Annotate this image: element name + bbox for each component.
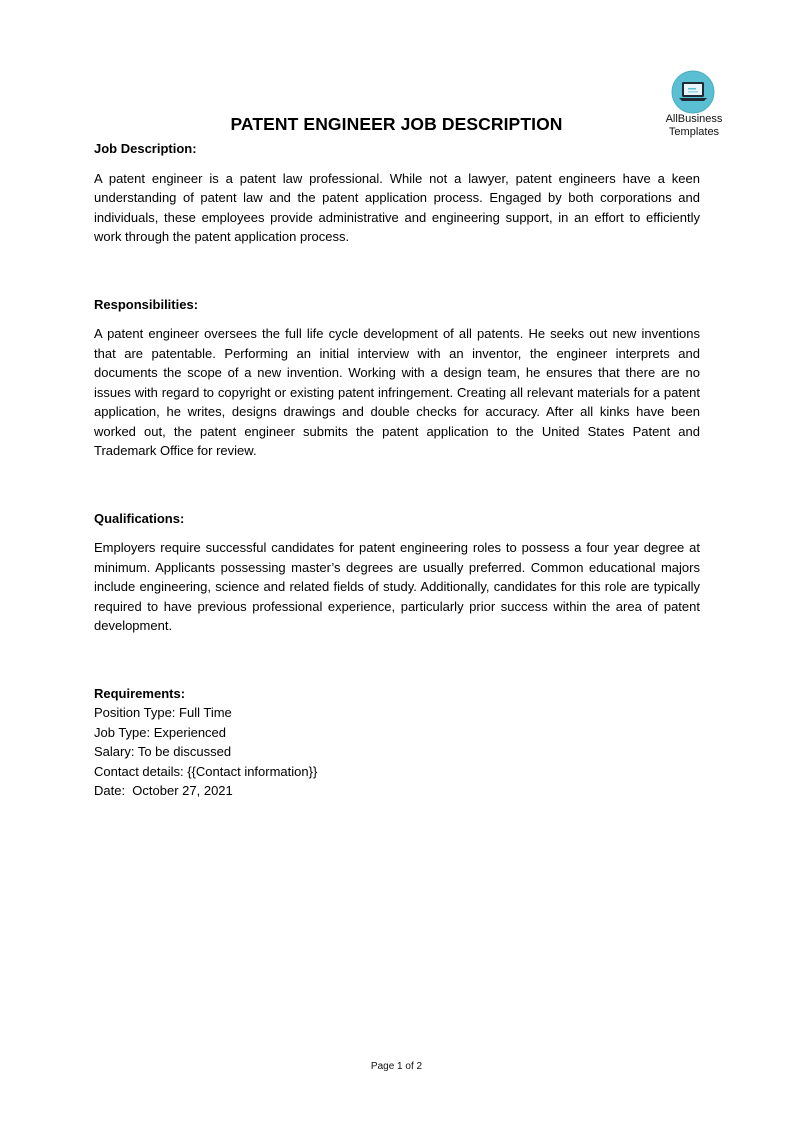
requirement-position-type: Position Type: Full Time [94,705,232,720]
requirement-salary: Salary: To be discussed [94,744,232,759]
logo-line-2: Templates [668,126,720,138]
logo-line-1: AllBusiness [665,113,723,125]
page-number: Page 1 of 2 [370,1061,423,1072]
responsibilities-text: A patent engineer oversees the full life cycle development of all patents. He seeks out new inventions that are patentable. Performing an initial interview with an inventor, the engineer interprets and documents the scope of a new invention. Working with a design team, he ensures that there are no issues with regard to copyright or existing patent infringement. Creating all relevant materials for a patent application, he writes, designs drawings and double checks for accuracy. After all kinks have been worked out, the patent engineer submits the patent application to the United States Patent and Trademark Office for review. [94,326,700,458]
document-title: PATENT ENGINEER JOB DESCRIPTION [230,114,563,134]
qualifications-heading: Qualifications: [94,510,185,526]
requirement-contact-details: Contact details: {{Contact information}} [94,763,318,779]
laptop-icon [671,70,715,114]
requirements-heading: Requirements: [94,685,186,701]
responsibilities-heading: Responsibilities: [94,296,199,312]
job-description-text: A patent engineer is a patent law professional. While not a lawyer, patent engineers have a keen understanding of patent law and the patent application process. Engaged by both corporations and individuals, these employees provide administrative and engineering support, in an effort to efficiently work through the patent application process. [94,170,700,244]
qualifications-text: Employers require successful candidates for patent engineering roles to possess a four year degree at minimum. Applicants possessing master’s degrees are usually preferred. Common educational majors include engineering, science and related fields of study. Additionally, candidates for this role are typically required to have previous professional experience, particularly prior success within the area of patent development. [94,540,700,633]
requirement-date: Date: October 27, 2021 [94,783,233,798]
document-body [94,139,700,801]
job-description-heading: Job Description: [94,141,197,156]
requirement-job-type: Job Type: Experienced [94,724,227,740]
